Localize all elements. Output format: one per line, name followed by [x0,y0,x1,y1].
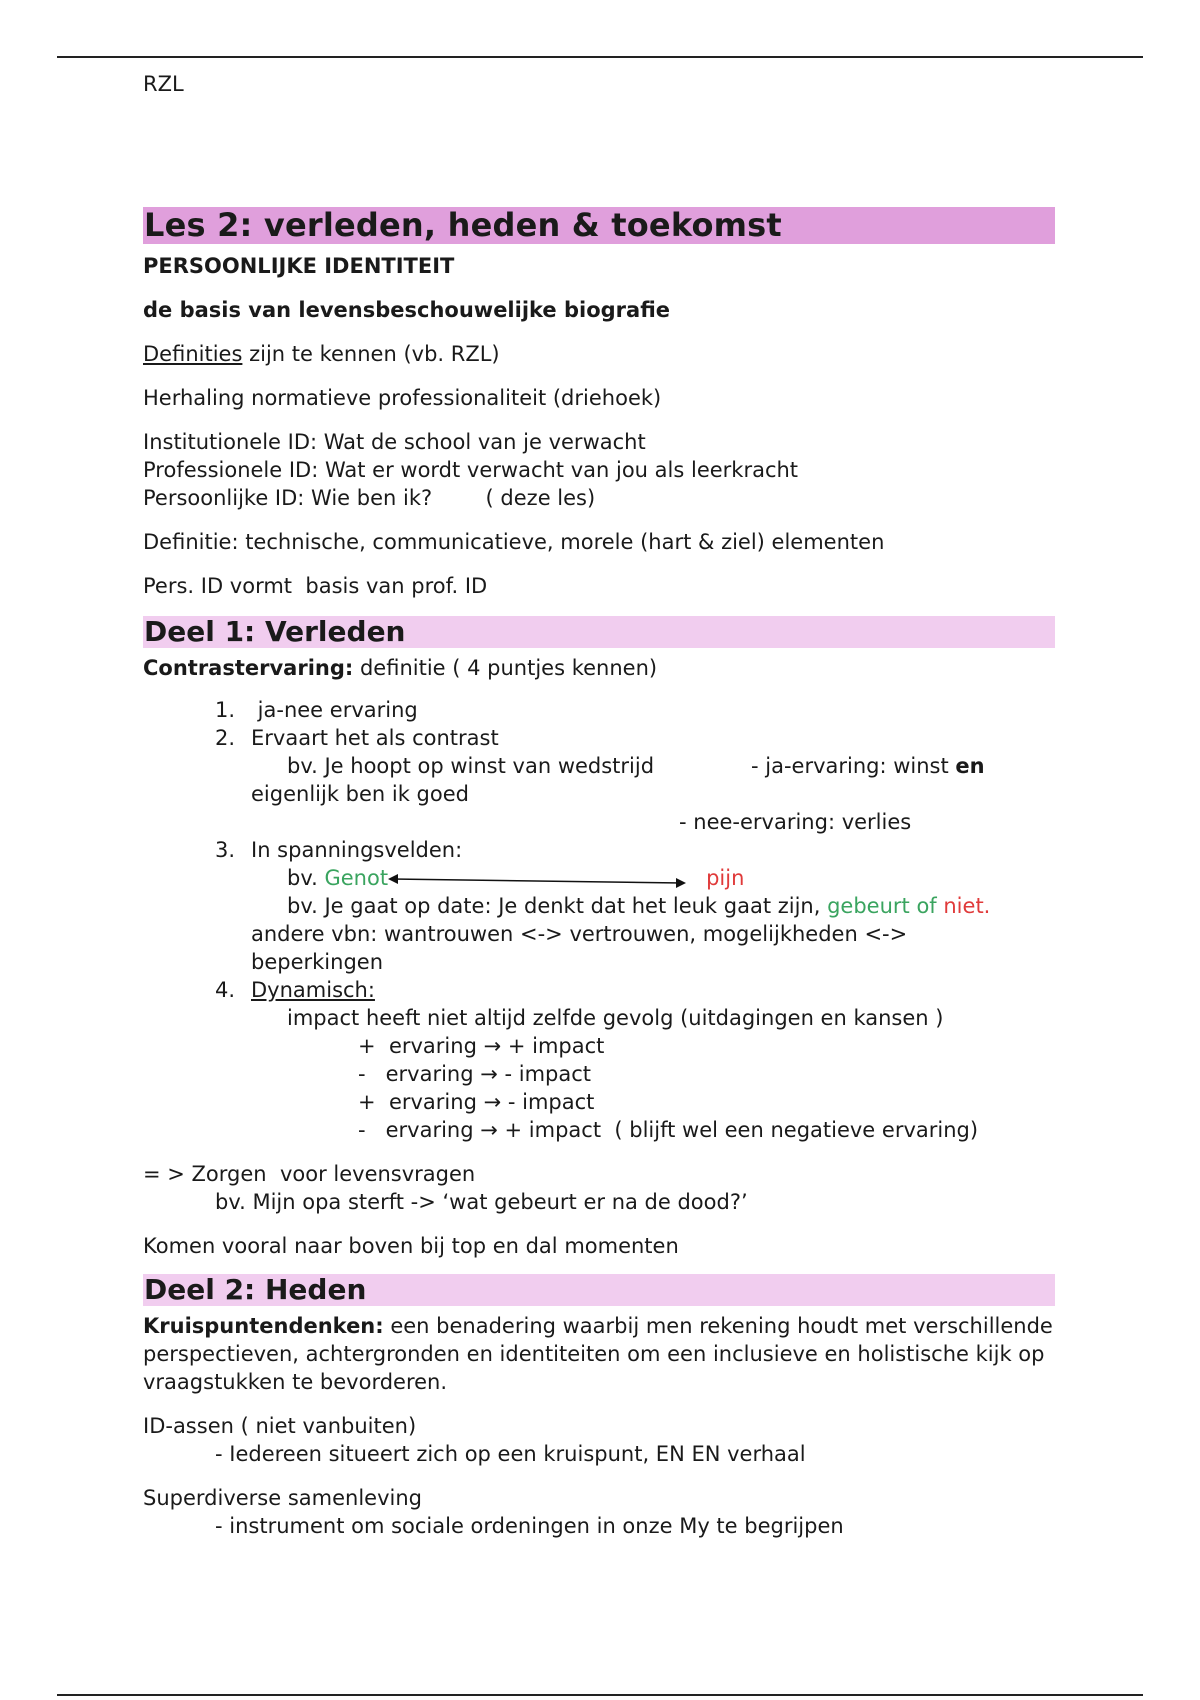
contrast-rest: definitie ( 4 puntjes kennen) [353,656,658,680]
kruispunt-rest: een benadering waarbij men rekening houdt met verschillende perspectieven, achtergronden en identiteiten om een inclusieve en holistische kijk op vraagstukken te bevorderen. [143,1314,1053,1394]
zorgen-example: bv. Mijn opa sterft -> ‘wat gebeurt er na de dood?’ [215,1190,748,1214]
persid-line: Pers. ID vormt basis van prof. ID [143,574,488,598]
item-text: ja-nee ervaring [251,698,418,722]
gebeurt-word: gebeurt of [827,894,944,918]
contrast-intro [143,654,1055,682]
contrast-term: Contrastervaring: [143,656,354,680]
kruispunt-paragraph [143,1312,1055,1396]
niet-word: niet. [943,894,991,918]
definities-underlined: Definities [143,342,243,366]
genot-pijn-line: bv. Genot pijn [287,866,745,890]
super-line: Superdiverse samenleving [143,1486,422,1510]
zorgen-block [143,1160,1055,1216]
list-item-1: 1. ja-nee ervaring [215,698,418,722]
example-continuation: eigenlijk ben ik goed [251,782,469,806]
impact-row-2: - ervaring → - impact [358,1062,592,1086]
double-arrow [388,864,698,892]
item-text: Dynamisch: [251,978,375,1002]
page-header: RZL [143,72,184,96]
list-item-4: 4. Dynamisch: [215,978,375,1002]
definities-rest: zijn te kennen (vb. RZL) [242,342,500,366]
id-professional: Professionele ID: Wat er wordt verwacht van jou als leerkracht [143,458,799,482]
super-sub: - instrument om sociale ordeningen in onze My te begrijpen [215,1514,844,1538]
item2-example [215,752,1055,780]
impact-line: impact heeft niet altijd zelfde gevolg (uitdagingen en kansen ) [287,1006,944,1030]
andere-vbn: andere vbn: wantrouwen <-> vertrouwen, mogelijkheden <-> [251,922,908,946]
idassen-line: ID-assen ( niet vanbuiten) [143,1414,417,1438]
deel1-heading: Deel 1: Verleden [143,616,1055,648]
id-personal: Persoonlijke ID: Wie ben ik? ( deze les) [143,486,596,510]
list-item-3: 3. In spanningsvelden: [215,838,463,862]
example-text: bv. Je hoopt op winst van wedstrijd [287,754,655,778]
zorgen-line: = > Zorgen voor levensvragen [143,1162,476,1186]
lesson-title: Les 2: verleden, heden & toekomst [143,207,1055,244]
pijn-word: pijn [706,866,745,890]
super-block [143,1484,1055,1540]
contrast-list [215,696,1055,1144]
bottom-rule [57,1694,1143,1696]
item-text: Ervaart het als contrast [251,726,499,750]
subtitle-identity: PERSOONLIJKE IDENTITEIT [143,254,455,278]
genot-word: Genot [324,866,389,890]
id-institutional: Institutionele ID: Wat de school van je verwacht [143,430,646,454]
top-rule [57,56,1143,58]
definitie-line: Definitie: technische, communicatieve, morele (hart & ziel) elementen [143,530,885,554]
impact-row-4: - ervaring → + impact ( blijft wel een negatieve ervaring) [358,1118,979,1142]
id-block [143,428,1055,512]
beperkingen: beperkingen [251,950,383,974]
kruispunt-term: Kruispuntendenken: [143,1314,384,1338]
impact-row-1: + ervaring → + impact [358,1034,605,1058]
herhaling-line: Herhaling normatieve professionaliteit (driehoek) [143,386,662,410]
date-example: bv. Je gaat op date: Je denkt dat het leuk gaat zijn, gebeurt of niet. [287,894,991,918]
document-body [143,207,1055,1556]
subtitle-basis: de basis van levensbeschouwelijke biografie [143,298,671,322]
definities-line [143,340,1055,368]
idassen-block [143,1412,1055,1468]
nee-ervaring: - nee-ervaring: verlies [679,810,912,834]
ja-ervaring: - ja-ervaring: winst en [751,754,985,778]
impact-row-3: + ervaring → - impact [358,1090,595,1114]
deel2-heading: Deel 2: Heden [143,1274,1055,1306]
idassen-sub: - Iedereen situeert zich op een kruispunt, EN EN verhaal [215,1442,806,1466]
list-item-2: 2. Ervaart het als contrast [215,726,499,750]
komen-line: Komen vooral naar boven bij top en dal momenten [143,1234,679,1258]
item-text: In spanningsvelden: [251,838,463,862]
